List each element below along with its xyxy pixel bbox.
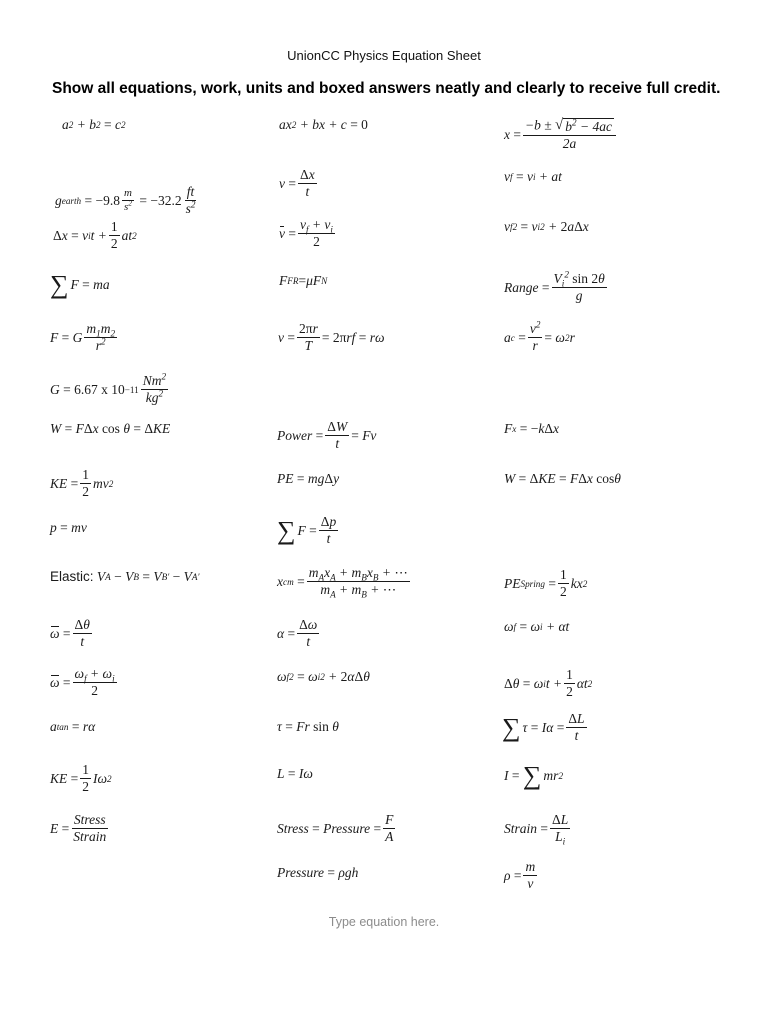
eq-power: Power = $\frac{\Delta W}{t}$ = Fv [277, 419, 377, 452]
eq-quadratic-formula: x = −b ± √ $b^2 - 4ac$ 2a [504, 118, 618, 151]
eq-potential-energy: PE = mg Δ y [277, 471, 340, 486]
eq-moment-of-inertia: I = ∑ mr 2 [504, 761, 564, 790]
eq-quadratic-form: ax 2 + bx + c = 0 [279, 117, 368, 132]
eq-pythagorean: a 2 + b 2 = c 2 [62, 117, 126, 132]
eq-tangential-accel: a tan = rα [50, 719, 96, 734]
sigma-icon: ∑ [277, 515, 296, 545]
eq-impulse: ∑ F = $\frac{\Delta p}{t}$ [277, 514, 337, 547]
eq-hooke: F x = − k Δ x [504, 421, 559, 436]
eq-torque: τ = Fr sin θ [277, 719, 339, 734]
equation-placeholder[interactable]: Type equation here. [328, 915, 440, 929]
eq-velocity-mean: v = $\frac{v_f + v_i}{2}$ [279, 217, 333, 250]
eq-g-earth: g earth = −9.8 $\frac{m}{s^2}$ = −32.2 $\frac{ft}{s^2}$ [55, 184, 196, 217]
eq-centripetal: a c = $\frac{v^2}{r}$ = ω 2 r [504, 319, 575, 354]
eq-density: ρ = $\frac{m}{v}$ [504, 859, 536, 892]
eq-elastic: Elastic: V A − V B = V B ′ − V A ′ [50, 569, 200, 584]
eq-circular-velocity: v = $\frac{2\pi r}{T}$ = 2π rf = rω [278, 321, 385, 354]
eq-center-of-mass: x cm = $\frac{m_Ax_A + m_Bx_B + \cdots}{m_A + m_B + \cdots}$ [277, 565, 408, 600]
eq-displacement: Δ x = v i t + $\frac{1}{2}$ at 2 [53, 219, 137, 252]
eq-torque-sum: ∑ τ = Iα = $\frac{\Delta L}{t}$ [502, 711, 585, 744]
eq-angular-velocity: ω = $\frac{\Delta\theta}{t}$ [50, 617, 90, 650]
eq-angular-accel: α = $\frac{\Delta\omega}{t}$ [277, 617, 318, 650]
eq-omega-f2: ω f 2 = ω i 2 + 2 α Δ θ [277, 669, 370, 684]
eq-work: W = F Δ x cos θ = Δ KE [50, 421, 171, 436]
eq-angular-displacement: Δ θ = ω i t + $\frac{1}{2}$ αt 2 [504, 667, 593, 700]
eq-velocity-avg: v = $\frac{\Delta x}{t}$ [279, 167, 315, 200]
eq-momentum: p = mv [50, 520, 87, 535]
eq-stress-pressure: Stress = Pressure = $\frac{F}{A}$ [277, 812, 394, 845]
eq-angular-momentum: L = Iω [277, 766, 313, 781]
eq-spring-pe: PE Spring = $\frac{1}{2}$ kx 2 [504, 567, 588, 600]
eq-newton-second: ∑ F = ma [50, 270, 110, 299]
eq-hydrostatic-pressure: Pressure = ρgh [277, 865, 359, 880]
instruction-text: Show all equations, work, units and boxed answers neatly and clearly to receive full credit. [52, 80, 721, 97]
eq-work-energy: W = Δ KE = F Δ x cos θ [504, 471, 621, 486]
eq-vf-vi-at: v f = v i + at [504, 169, 562, 184]
eq-rotational-ke: KE = $\frac{1}{2}$ Iω 2 [50, 762, 112, 795]
eq-vf2: v f 2 = v i 2 + 2 a Δ x [504, 219, 589, 234]
eq-omega-f: ω f = ω i + αt [504, 619, 570, 634]
eq-gravitation: F = G $\frac{m_1m_2}{r^2}$ [50, 321, 116, 354]
eq-g-constant: G = 6.67 x 10 −11 $\frac{Nm^2}{kg^2}$ [50, 371, 167, 406]
eq-young-modulus: E = $\frac{\text{Stress}}{\text{Strain}}$ [50, 812, 107, 845]
page-title: UnionCC Physics Equation Sheet [287, 48, 481, 63]
eq-omega-mean: ω = $\frac{\omega_f + \omega_i}{2}$ [50, 666, 115, 699]
sigma-icon: ∑ [522, 761, 542, 790]
eq-range: Range = $\frac{V_i^2 \sin 2\theta}{g}$ [504, 269, 605, 304]
sigma-icon: ∑ [502, 712, 521, 742]
eq-kinetic-energy: KE = $\frac{1}{2}$ mv 2 [50, 467, 114, 500]
eq-friction: F FR = μF N [279, 273, 328, 288]
eq-strain: Strain = $\frac{\Delta L}{L_i}$ [504, 812, 569, 847]
sigma-icon: ∑ [50, 270, 69, 299]
